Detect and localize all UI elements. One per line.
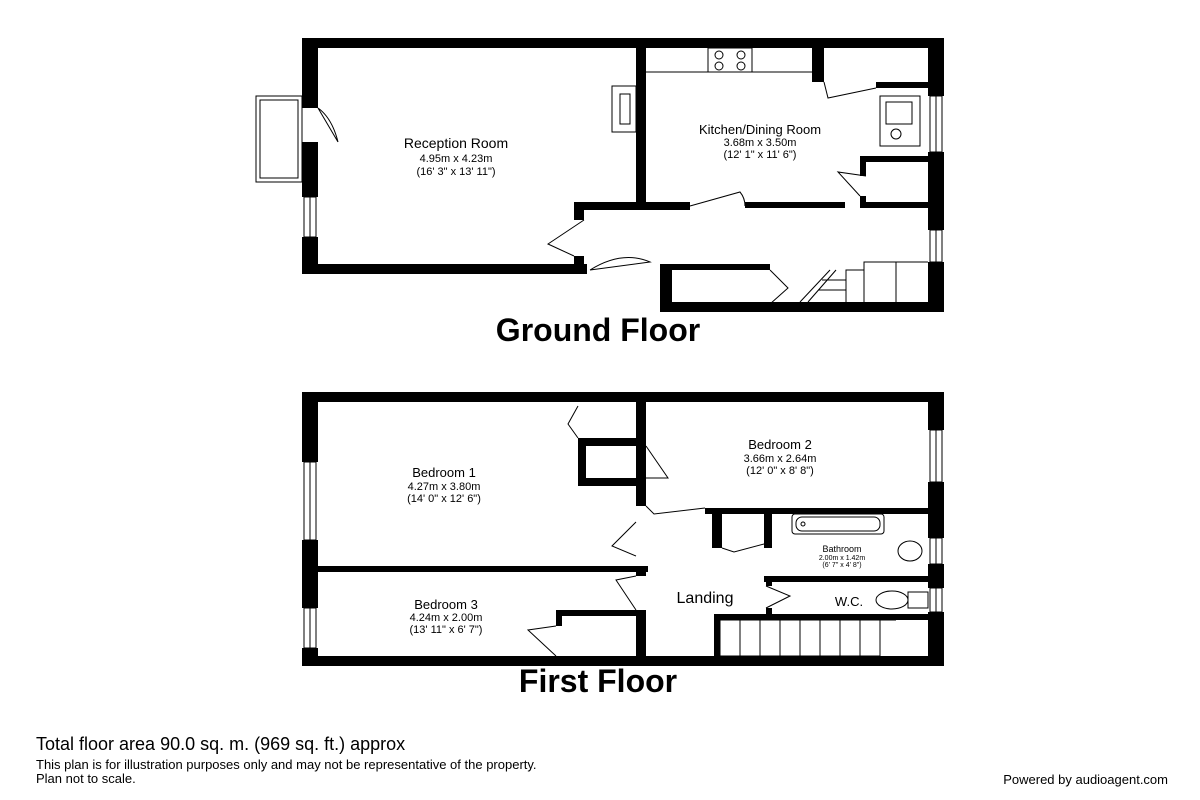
wall [578, 438, 646, 446]
door-swing [590, 258, 650, 271]
door-swing [612, 522, 636, 556]
room-dimensions-imperial: (12' 0" x 8' 8") [746, 465, 814, 477]
wall [636, 486, 646, 506]
room-dimensions-metric: 4.95m x 4.23m [419, 153, 493, 165]
staircase [800, 262, 928, 302]
wall [716, 614, 928, 620]
fireplace [612, 86, 636, 132]
disclaimer-line-2: Plan not to scale. [36, 771, 136, 786]
room-dimensions-metric: 3.66m x 2.64m [743, 453, 817, 465]
bay-window [256, 96, 302, 182]
wall [302, 392, 318, 462]
room-dimensions-metric: 4.24m x 2.00m [409, 612, 483, 624]
wall [764, 576, 928, 582]
wall [302, 38, 318, 108]
wall [660, 302, 944, 312]
wall [812, 48, 824, 82]
room-name: W.C. [834, 594, 864, 609]
door-swing [646, 506, 705, 514]
room-dimensions-imperial: (13' 11" x 6' 7") [409, 624, 483, 636]
wall [712, 508, 722, 548]
wall [928, 482, 944, 538]
total-floor-area: Total floor area 90.0 sq. m. (969 sq. ft.) approx [36, 734, 406, 754]
room-dimensions-imperial: (12' 1" x 11' 6") [723, 149, 797, 161]
room-dimensions-metric: 4.27m x 3.80m [407, 481, 481, 493]
room-dimensions-imperial: (6' 7" x 4' 8") [822, 562, 862, 569]
room-dimensions-imperial: (16' 3" x 13' 11") [416, 166, 496, 178]
door-swing [766, 586, 790, 608]
room-dimensions-imperial: (14' 0" x 12' 6") [407, 493, 481, 505]
wall [928, 392, 944, 430]
door-swing [690, 192, 745, 206]
basin-icon [898, 541, 922, 561]
wall [860, 156, 928, 162]
door-swing [568, 406, 578, 438]
wall [580, 202, 690, 210]
first-floor-plan [302, 392, 944, 666]
wall [928, 564, 944, 588]
door-swing [318, 108, 338, 142]
room-name: Bedroom 3 [414, 597, 478, 612]
wall [302, 264, 587, 274]
floor-title: Ground Floor [495, 312, 701, 348]
wall [660, 264, 770, 270]
door-swing [722, 544, 764, 552]
wall [705, 508, 928, 514]
wall [556, 610, 646, 616]
wall [636, 610, 646, 666]
ground-floor-plan [302, 38, 944, 312]
wall [766, 576, 772, 586]
toilet-icon [876, 591, 908, 609]
powered-by: Powered by audioagent.com [1003, 772, 1168, 787]
wall [302, 38, 944, 48]
room-name: Bedroom 1 [412, 465, 476, 480]
wall [302, 392, 944, 402]
wall [928, 612, 944, 666]
wall [745, 202, 845, 208]
door-swing [646, 446, 668, 478]
wall [302, 540, 318, 608]
room-name: Landing [676, 590, 734, 607]
room-name: Kitchen/Dining Room [698, 122, 822, 137]
room-name: Bathroom [822, 544, 862, 554]
wall [876, 82, 928, 88]
disclaimer-line-1: This plan is for illustration purposes only and may not be representative of the property. [36, 757, 537, 772]
wall [928, 152, 944, 230]
door-swing [528, 626, 556, 656]
wall [578, 478, 646, 486]
wall [574, 256, 584, 274]
door-swing [616, 576, 636, 610]
door-swing [770, 270, 788, 304]
wall [714, 614, 720, 656]
room-dimensions-metric: 2.00m x 1.42m [818, 555, 866, 562]
ground-floor-labels [404, 122, 821, 348]
room-dimensions-metric: 3.68m x 3.50m [723, 137, 797, 149]
room-name: Reception Room [403, 135, 509, 151]
wall [860, 162, 866, 176]
wall [302, 142, 318, 197]
disclaimer [36, 758, 537, 786]
wall [764, 508, 772, 548]
wall [574, 202, 584, 220]
wall [318, 566, 648, 572]
wall [636, 566, 646, 576]
wall [556, 610, 562, 626]
room-name: Bedroom 2 [748, 437, 812, 452]
wall [860, 202, 944, 208]
wall [860, 196, 866, 204]
door-swing [548, 220, 584, 256]
wall [636, 38, 646, 210]
door-swing [824, 82, 876, 98]
wall [660, 264, 672, 312]
hob-icon [708, 48, 752, 72]
wall [928, 38, 944, 96]
floor-title: First Floor [518, 663, 678, 699]
staircase [720, 620, 896, 656]
door-swing [838, 172, 866, 196]
wall [578, 438, 586, 484]
